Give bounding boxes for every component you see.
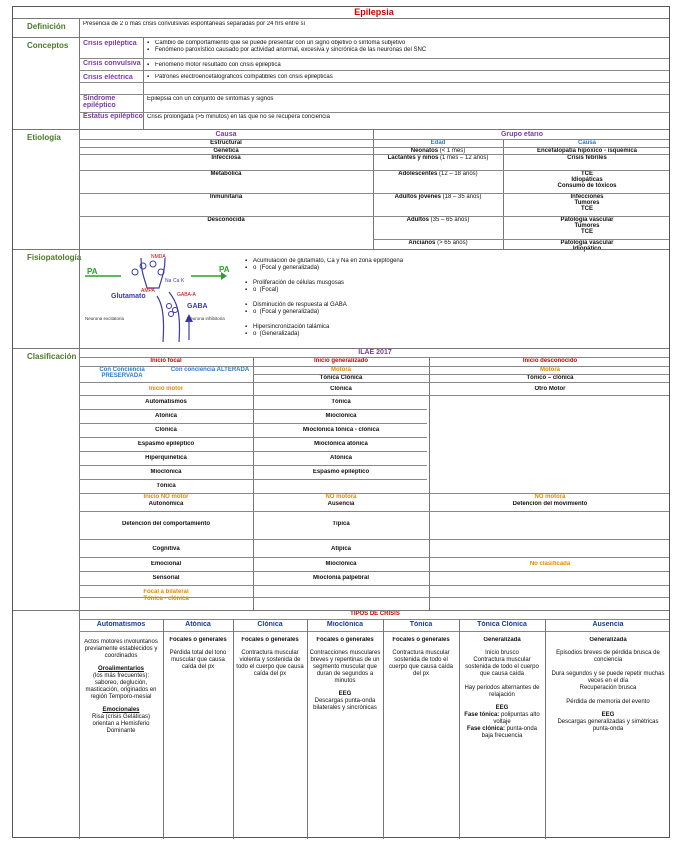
tipo-body: Focales o generales Contractura muscular violenta y sostenida de todo el cuerpo que causa caída del px xyxy=(236,637,304,677)
neurona-exc-label: Neurona excitatoria xyxy=(85,316,125,321)
tipos-header: TIPOS DE CRISIS xyxy=(350,611,400,617)
age-cause: TCE Idiopáticas Consumo de tóxicos xyxy=(557,171,617,189)
concept-desc xyxy=(147,62,667,69)
gaba-label: GABA xyxy=(187,303,208,310)
motora-gen: Motora xyxy=(331,367,351,373)
no-clasificada: No clasificada xyxy=(529,561,571,567)
tipo-name: Tónica xyxy=(409,621,433,628)
etiologia-row xyxy=(13,129,669,252)
age-group: Adultos jóvenes (18 – 35 años) xyxy=(394,194,482,200)
synapse-diagram xyxy=(81,252,241,347)
concept-desc xyxy=(147,40,667,54)
definition-label: Definición xyxy=(27,22,66,31)
cause-item: Metabólica xyxy=(210,171,242,177)
tipo-body: Generalizada Episodios breves de pérdida brusca de conciencia Dura segundos y se puede repetir muchas veces en el día Recuperación brusca Pérdida de memoria del evento EEG Descargas generalizadas y simétricas punta-onda xyxy=(551,637,665,732)
fisiopatologia-label: Fisiopatología xyxy=(27,253,82,262)
age-group: Lactantes y niños (1 mes – 12 años) xyxy=(387,155,489,161)
tipos-row xyxy=(13,610,669,839)
concept-term: Estatus epiléptico xyxy=(83,113,143,120)
tipo-body: Focales o generales Contractura muscular sostenida de todo el cuerpo que causa caída del px xyxy=(388,637,454,677)
concept-desc xyxy=(147,74,667,81)
cause-item: Genética xyxy=(213,148,239,154)
focal-motor-item: Tónica xyxy=(156,483,176,489)
causa2-header: Causa xyxy=(577,140,596,146)
con-preservada: Con Conciencia PRESERVADA xyxy=(99,367,145,379)
focal-motor-item: Automatismos xyxy=(145,399,187,405)
conceptos-row xyxy=(13,37,669,129)
na-label: Na xyxy=(165,278,172,284)
definition-text: Presencia de 2 o más crisis convulsivas espontáneas separadas por 24 hrs entre sí xyxy=(83,21,306,27)
gen-motor-item: Espasmo epiléptico xyxy=(312,469,370,475)
gen-motor-item: Tónica xyxy=(331,399,351,405)
causa-header: Causa xyxy=(215,131,237,138)
fisio-points xyxy=(245,258,445,338)
inicio-no-motor: Inicio NO motor xyxy=(143,494,189,500)
concept-term: Crisis epiléptica xyxy=(83,40,137,47)
age-group: Ancianos (> 65 años) xyxy=(408,240,468,246)
tipo-name: Clónica xyxy=(257,621,283,628)
pa-label-left: PA xyxy=(87,267,98,276)
concept-line: ▪ Patrones electroencefalográficos compatibles con crisis epilépticas xyxy=(147,74,667,80)
fisio-point: ▪ Hipersincronización talámica xyxy=(245,324,445,330)
tipo-body: Focales o generales Contracciones musculares breves y repentinas de un segmento muscular que duran de segundos a minutos EEG Descargas punta-onda bilaterales y sincrónicas xyxy=(309,637,381,711)
clasificacion-label: Clasificación xyxy=(27,352,77,361)
desc-motor-item: Otro Motor xyxy=(534,386,566,392)
fisio-point: ▪ Disminución de respuesta al GABA xyxy=(245,302,445,308)
page-title: Epilepsia xyxy=(354,7,394,17)
gen-motor-item: Clónica xyxy=(330,386,352,392)
conceptos-label: Conceptos xyxy=(27,41,69,50)
cause-item: Infecciosa xyxy=(211,155,241,161)
ampa-label: AMPA xyxy=(141,288,155,294)
concept-term: Crisis eléctrica xyxy=(83,74,133,81)
h-gen: Inicio generalizado xyxy=(313,358,368,364)
focal-motor-item: Espasmo epiléptico xyxy=(137,441,195,447)
gen-motor-item: Mioclónica atónica xyxy=(314,441,368,447)
gen-nomotor-item: Típica xyxy=(332,521,350,527)
grupo-header: Grupo etario xyxy=(500,131,543,138)
gen-motor-item: Mioclónica xyxy=(325,413,357,419)
tipo-body: Actos motores involuntarios previamente establecidos y coordinados Oroalimentarios (los más frecuentes): saboreo, deglución, masticación, originados en región Temporo-mesial Emocionales Risa (crisis Geláticas) orientan a Hemisferio Dominante xyxy=(84,639,158,734)
no-motora-desc: NO motora xyxy=(534,494,566,500)
tipo-body: Generalizada Inicio brusco Contractura muscular sostenida de todo el cuerpo que causa caída Hay periodos alternantes de relajación EEG Fase tónica: polipuntas alto voltaje Fase clónica: punta-onda baja frecuencia xyxy=(464,637,540,739)
gen-nomotor-item: Mioclónica xyxy=(325,561,357,567)
cause-item: Desconocida xyxy=(207,217,245,223)
age-cause: Encefalopatía hipóxico - isquémica xyxy=(536,148,638,154)
focal-nomotor-item: Sensorial xyxy=(152,575,180,581)
concept-term: Síndrome epiléptico xyxy=(83,95,116,109)
edad-header: Edad xyxy=(430,140,446,146)
clasificacion-row xyxy=(13,348,669,610)
tipo-name: Atónica xyxy=(185,621,211,628)
gen-nomotor-item: Mioclonía palpebral xyxy=(312,575,369,581)
inicio-motor: Inicio motor xyxy=(148,386,184,392)
fisio-sub: ▪ o (Focal) xyxy=(245,287,445,293)
concept-term: Crisis convulsiva xyxy=(83,60,141,67)
pa-label-right: PA xyxy=(219,265,230,274)
desc-nomotor-item: Detención del movimiento xyxy=(512,501,588,507)
fisiopatologia-row xyxy=(13,249,669,348)
tipo-body: Focales o generales Pérdida total del tono muscular que causa caída del px xyxy=(169,637,227,670)
neurona-inh-label: Neurona inhibitoria xyxy=(187,316,225,321)
motora-desc: Motora xyxy=(540,367,560,373)
ca-label: Ca xyxy=(173,278,180,284)
cause-item: Estructural xyxy=(210,140,242,146)
ilae-header: ILAE 2017 xyxy=(358,349,392,356)
no-motora-gen: NO motora xyxy=(325,494,357,500)
nmda-label: NMDA xyxy=(151,254,166,260)
tipo-name: Mioclónica xyxy=(326,621,364,628)
focal-motor-item: Mioclónica xyxy=(150,469,182,475)
etiologia-label: Etiología xyxy=(27,133,61,142)
age-group: Neonatos (< 1 mes) xyxy=(410,148,466,154)
age-cause: Patología vascular Tumores TCE xyxy=(560,217,614,235)
fisio-sub: ▪ o (Focal y generalizada) xyxy=(245,309,445,315)
con-alterada: Con conciencia ALTERADA xyxy=(170,367,250,373)
focal-nomotor-item: Detención del comportamiento xyxy=(121,521,210,527)
tipo-name: Automatismos xyxy=(96,621,146,628)
fisio-sub: ▪ o (Generalizada) xyxy=(245,331,445,337)
focal-motor-item: Hiperquinética xyxy=(145,455,187,461)
glutamato-label: Glutamato xyxy=(111,293,146,300)
synapse-svg xyxy=(81,252,241,347)
concept-desc: Epilepsia con un conjunto de síntomas y signos xyxy=(147,96,274,102)
gen-nomotor-item: Atípica xyxy=(330,546,351,552)
concept-line: ▪ Fenómeno motor resultado con crisis epiléptica xyxy=(147,62,667,68)
tipo-name: Tónica Clónica xyxy=(477,621,527,628)
focal-bilateral: Focal a bilateral Tónica - clónica xyxy=(143,589,189,602)
concept-line: ▪ Fenómeno paroxístico causado por actividad anormal, excesiva y sincrónica de las neuronas del SNC xyxy=(147,47,667,53)
fisio-point: ▪ Acumulación de glutamato, Ca y Na en zona epiptógena xyxy=(245,258,445,264)
tipo-name: Ausencia xyxy=(592,621,624,628)
gen-motor-item: Mioclónica tónica - clónica xyxy=(302,427,380,433)
age-cause: Crisis febriles xyxy=(567,155,607,161)
fisio-point: ▪ Proliferación de células musgosas xyxy=(245,280,445,286)
page xyxy=(12,6,670,838)
gaba-a-label: GABA-A xyxy=(177,292,196,298)
h-focal: Inicio focal xyxy=(150,358,182,364)
k-label: K xyxy=(181,278,185,284)
focal-nomotor-item: Autonómica xyxy=(148,501,184,507)
age-cause: Patología vascular Idiopático xyxy=(560,240,614,252)
age-group: Adultos (35 – 65 años) xyxy=(406,217,470,223)
age-group: Adolescentes (12 – 18 años) xyxy=(398,171,478,177)
gen-motor-item: Tónica Clónica xyxy=(319,375,363,381)
focal-nomotor-item: Cognitiva xyxy=(152,546,180,552)
focal-motor-item: Atónica xyxy=(154,413,177,419)
concept-desc: Crisis prolongada (>5 minutos) en las que no se recupera conciencia xyxy=(147,114,330,120)
fisio-sub: ▪ o (Focal y generalizada) xyxy=(245,265,445,271)
cause-item: Inmunitaria xyxy=(209,194,243,200)
gen-nomotor-item: Ausencia xyxy=(327,501,355,507)
age-cause: Infecciones Tumores TCE xyxy=(570,194,604,212)
concept-line: ▪ Cambio de comportamiento que se puede presentar con un signo objetivo o síntoma subjetivo xyxy=(147,40,667,46)
focal-motor-item: Clónica xyxy=(155,427,177,433)
focal-nomotor-item: Emocional xyxy=(150,561,182,567)
gen-motor-item: Atónica xyxy=(329,455,352,461)
definition-row xyxy=(13,18,669,37)
h-desc: Inicio desconocido xyxy=(522,358,578,364)
desc-motor-item: Tónico – clónica xyxy=(526,375,574,381)
